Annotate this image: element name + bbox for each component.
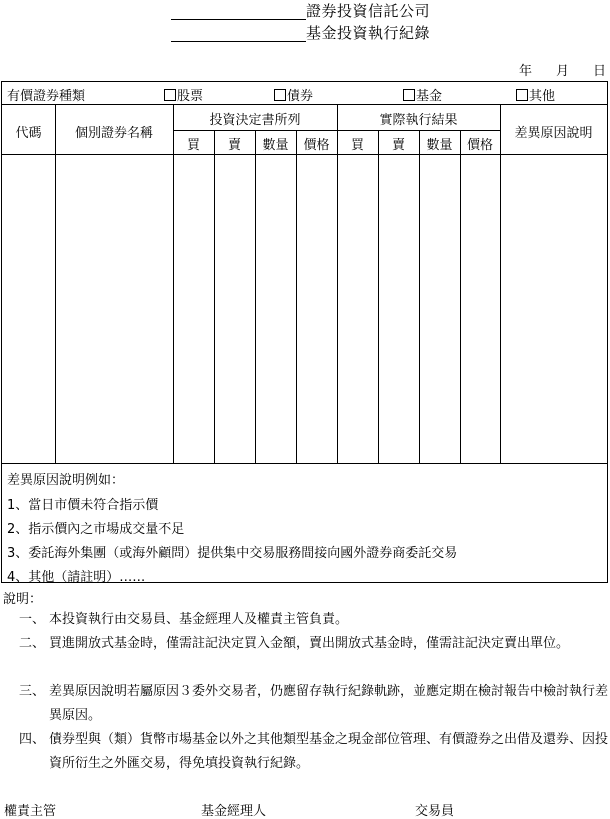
record-title [171, 22, 430, 42]
date-line [519, 60, 606, 79]
trader-signature-label: 交易員 [415, 804, 455, 819]
fund-manager-signature-label: 基金經理人 [201, 804, 267, 819]
checkbox-bond[interactable]: 債券 [274, 85, 313, 104]
explanation-item: 二、 買進開放式基金時，僅需註記決定買入金額，賣出開放式基金時，僅需註記決定賣出單位。 [19, 636, 570, 651]
execution-form [1, 81, 608, 583]
reason-item: 1、當日市價未符合指示價 [7, 498, 159, 513]
decision-sell-header: 賣 [227, 138, 241, 153]
col-line [214, 130, 215, 463]
manager-signature-label: 權責主管 [4, 804, 57, 819]
col-line [173, 104, 174, 463]
reason-item: 3、委託海外集團（或海外顧問）提供集中交易服務間接向國外證券商委託交易 [7, 546, 458, 561]
checkbox-icon[interactable] [516, 89, 528, 101]
reason-item: 4、其他（請註明）…… [7, 570, 146, 585]
reason-item: 2、指示價內之市場成交量不足 [7, 522, 185, 537]
explanation-item: 一、 本投資執行由交易員、基金經理人及權責主管負責。 [19, 612, 349, 627]
group-decision-header: 投資決定書所列 [209, 113, 301, 128]
col-line [419, 130, 420, 463]
actual-buy-header: 買 [350, 138, 364, 153]
col-line [296, 130, 297, 463]
explanation-title: 說明： [3, 592, 43, 607]
explanation-item: 四、 債券型與（類）貨幣市場基金以外之其他類型基金之現金部位管理、有價證券之出借及還券、因投資所衍生之外匯交易，得免填投資執行紀錄。 [19, 732, 609, 771]
checkbox-other[interactable]: 其他 [516, 85, 555, 104]
date-day: 日 [592, 64, 606, 79]
reasons-title: 差異原因說明例如： [7, 473, 125, 488]
actual-price-header: 價格 [466, 138, 493, 153]
col-name-header: 個別證券名稱 [74, 126, 153, 141]
security-type-row [2, 82, 607, 105]
actual-sell-header: 賣 [391, 138, 405, 153]
checkbox-stock[interactable]: 股票 [164, 85, 203, 104]
col-line [500, 104, 501, 463]
col-code-header: 代碼 [15, 126, 42, 141]
col-line [460, 130, 461, 463]
security-type-label: 有價證券種類 [7, 89, 86, 104]
checkbox-fund[interactable]: 基金 [403, 85, 442, 104]
col-line [378, 130, 379, 463]
col-line [337, 104, 338, 463]
actual-qty-header: 數量 [426, 138, 453, 153]
decision-qty-header: 數量 [262, 138, 289, 153]
decision-price-header: 價格 [303, 138, 330, 153]
date-year: 年 [518, 64, 532, 79]
checkbox-icon[interactable] [274, 89, 286, 101]
company-title-text: 證券投資信託公司 [306, 2, 431, 20]
company-name-blank[interactable] [171, 3, 306, 20]
table-bottom-line [2, 463, 607, 464]
col-line [55, 104, 56, 463]
record-title-text: 基金投資執行紀錄 [306, 24, 431, 42]
col-reason-header: 差異原因說明 [514, 126, 593, 141]
checkbox-icon[interactable] [164, 89, 176, 101]
checkbox-icon[interactable] [403, 89, 415, 101]
col-line [255, 130, 256, 463]
fund-name-blank[interactable] [171, 25, 306, 42]
group-actual-header: 實際執行結果 [379, 113, 458, 128]
header-bottom-line [2, 154, 607, 155]
date-month: 月 [555, 64, 569, 79]
decision-buy-header: 買 [186, 138, 200, 153]
company-title [171, 0, 430, 20]
explanation-item: 三、 差異原因說明若屬原因３委外交易者，仍應留存執行紀錄軌跡，並應定期在檢討報告中檢討執行差異原因。 [19, 684, 609, 723]
